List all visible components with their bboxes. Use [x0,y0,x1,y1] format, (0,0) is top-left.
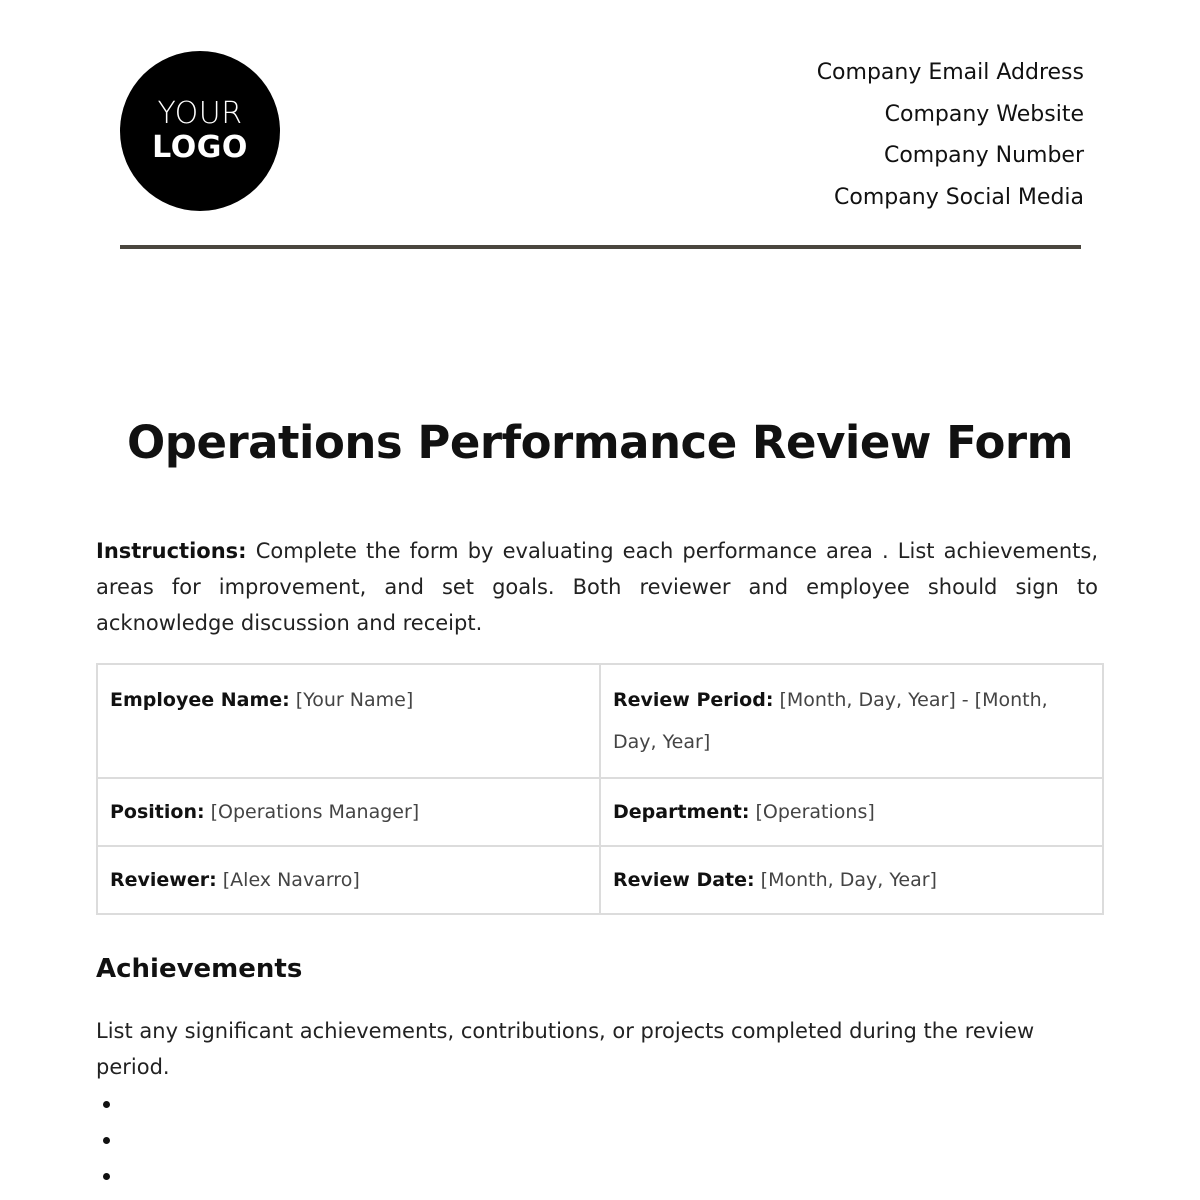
instructions-paragraph [96,533,1098,641]
reviewer-cell[interactable] [97,846,600,914]
instructions-label: Instructions: [96,539,247,563]
employee-name-value: [Your Name] [289,689,414,711]
position-cell[interactable] [97,778,600,846]
table-row [97,778,1103,846]
review-date-cell[interactable] [600,846,1103,914]
achievements-description: List any significant achievements, contributions, or projects completed during the review period. [96,1019,1035,1079]
position-value: [Operations Manager] [204,801,420,823]
logo-text-logo: LOGO [152,130,248,165]
table-row [97,846,1103,914]
review-period-cell[interactable] [600,664,1103,778]
employee-info-table [96,663,1104,915]
reviewer-label: Reviewer: [110,869,217,891]
instructions-text: Complete the form by evaluating each performance area . List achievements, areas for improvement, and set goals. Both reviewer and employee should sign to acknowledge discussion and receipt. [96,539,1098,635]
achievements-heading: Achievements [96,954,303,984]
employee-name-label: Employee Name: [110,689,290,711]
reviewer-value: [Alex Navarro] [216,869,360,891]
department-label: Department: [613,801,750,823]
review-period-value: [Month, Day, Year] - [Month, Day, Year] [613,689,1048,753]
review-date-label: Review Date: [613,869,755,891]
company-contact-block [817,52,1084,218]
company-email: Company Email Address [816,60,1084,85]
company-number: Company Number [883,143,1084,168]
table-row [97,664,1103,778]
header-divider [120,245,1081,249]
page-title: Operations Performance Review Form [126,416,1074,469]
company-logo [120,51,280,211]
department-value: [Operations] [749,801,875,823]
position-label: Position: [110,801,205,823]
company-website: Company Website [884,101,1084,127]
employee-name-cell[interactable] [97,664,600,778]
logo-text-your: YOUR [157,96,243,131]
department-cell[interactable] [600,778,1103,846]
company-social-media: Company Social Media [834,184,1084,210]
review-period-label: Review Period: [613,689,774,711]
review-date-value: [Month, Day, Year] [754,869,937,891]
